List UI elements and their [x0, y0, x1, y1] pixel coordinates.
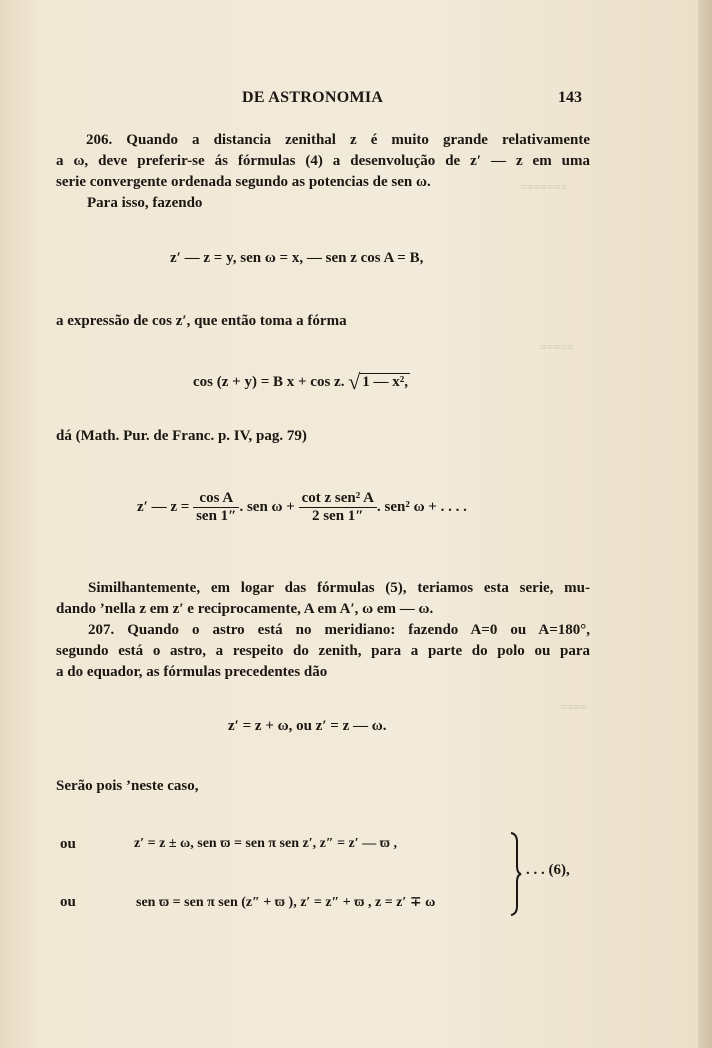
bleed-through: ≡≡≡≡≡≡≡: [520, 180, 568, 194]
fraction-2-denominator: 2 sen 1″: [311, 508, 364, 524]
fraction-1: [193, 490, 239, 525]
section-206-line-4: Para isso, fazendo: [87, 195, 203, 211]
sqrt-radicand: 1 — x²,: [362, 374, 409, 390]
page-number: 143: [558, 89, 582, 106]
formula-series: [137, 490, 467, 525]
ou-label-2: ou: [60, 894, 76, 910]
formula-cos-left: cos (z + y) = B x + cos z.: [193, 374, 345, 390]
section-number: 206.: [86, 132, 113, 148]
formula-series-tail: . sen² ω + . . . .: [376, 498, 467, 515]
similarly-line-1: [56, 578, 590, 598]
formula-cos: [193, 369, 410, 395]
paragraph-text: Quando a distancia zenithal z é muito grande relativamente: [126, 132, 591, 148]
running-header: DE ASTRONOMIA: [242, 89, 384, 106]
fraction-2-numerator: cot z sen² A: [299, 490, 377, 508]
ou-label-1: ou: [60, 836, 76, 852]
section-207-line-1: [56, 620, 590, 640]
sqrt-sign: √: [348, 369, 361, 394]
formula-substitution: z′ — z = y, sen ω = x, — sen z cos A = B,: [170, 250, 424, 266]
section-207-line-2: segundo está o astro, a respeito do zenith, para a parte do polo ou para: [56, 643, 590, 659]
system-row-1: z′ = z ± ω, sen ϖ = sen π sen z′, z″ = z′ — ϖ ,: [134, 836, 397, 851]
right-brace: [510, 832, 522, 916]
formula-series-mid: . sen ω +: [239, 498, 295, 515]
fraction-2: [299, 490, 377, 525]
text-serao: Serão pois ’neste caso,: [56, 778, 199, 794]
bleed-through: ≡≡≡≡: [560, 700, 588, 714]
paragraph-text: Similhantemente, em logar das fórmulas (5), teriamos esta serie, mu-: [88, 580, 590, 596]
text-expression: a expressão de cos z′, que então toma a fórma: [56, 313, 347, 329]
system-row-2: sen ϖ = sen π sen (z″ + ϖ ), z′ = z″ + ϖ , z = z′ ∓ ω: [136, 895, 436, 910]
page-edge: [698, 0, 712, 1048]
section-206-line-2: a ω, deve preferir-se ás fórmulas (4) a desenvolução de z′ — z em uma: [56, 153, 590, 169]
equation-label-6: . . . (6),: [526, 862, 570, 878]
text-da: dá (Math. Pur. de Franc. p. IV, pag. 79): [56, 428, 307, 444]
bleed-through: ≡≡≡≡≡: [540, 340, 574, 354]
similarly-line-2: dando ’nella z em z′ e reciprocamente, A em A′, ω em — ω.: [56, 601, 434, 617]
paragraph-text: Quando o astro está no meridiano: fazendo A=0 ou A=180°,: [127, 622, 590, 638]
section-206-line-1: [56, 130, 590, 150]
section-206-line-3: serie convergente ordenada segundo as potencias de sen ω.: [56, 174, 431, 190]
section-207-line-3: a do equador, as fórmulas precedentes dão: [56, 664, 328, 680]
formula-meridian: z′ = z + ω, ou z′ = z — ω.: [228, 718, 387, 734]
fraction-1-numerator: cos A: [193, 490, 239, 508]
section-number: 207.: [88, 622, 115, 638]
formula-series-lhs: z′ — z =: [137, 498, 190, 515]
fraction-1-denominator: sen 1″: [196, 508, 237, 524]
